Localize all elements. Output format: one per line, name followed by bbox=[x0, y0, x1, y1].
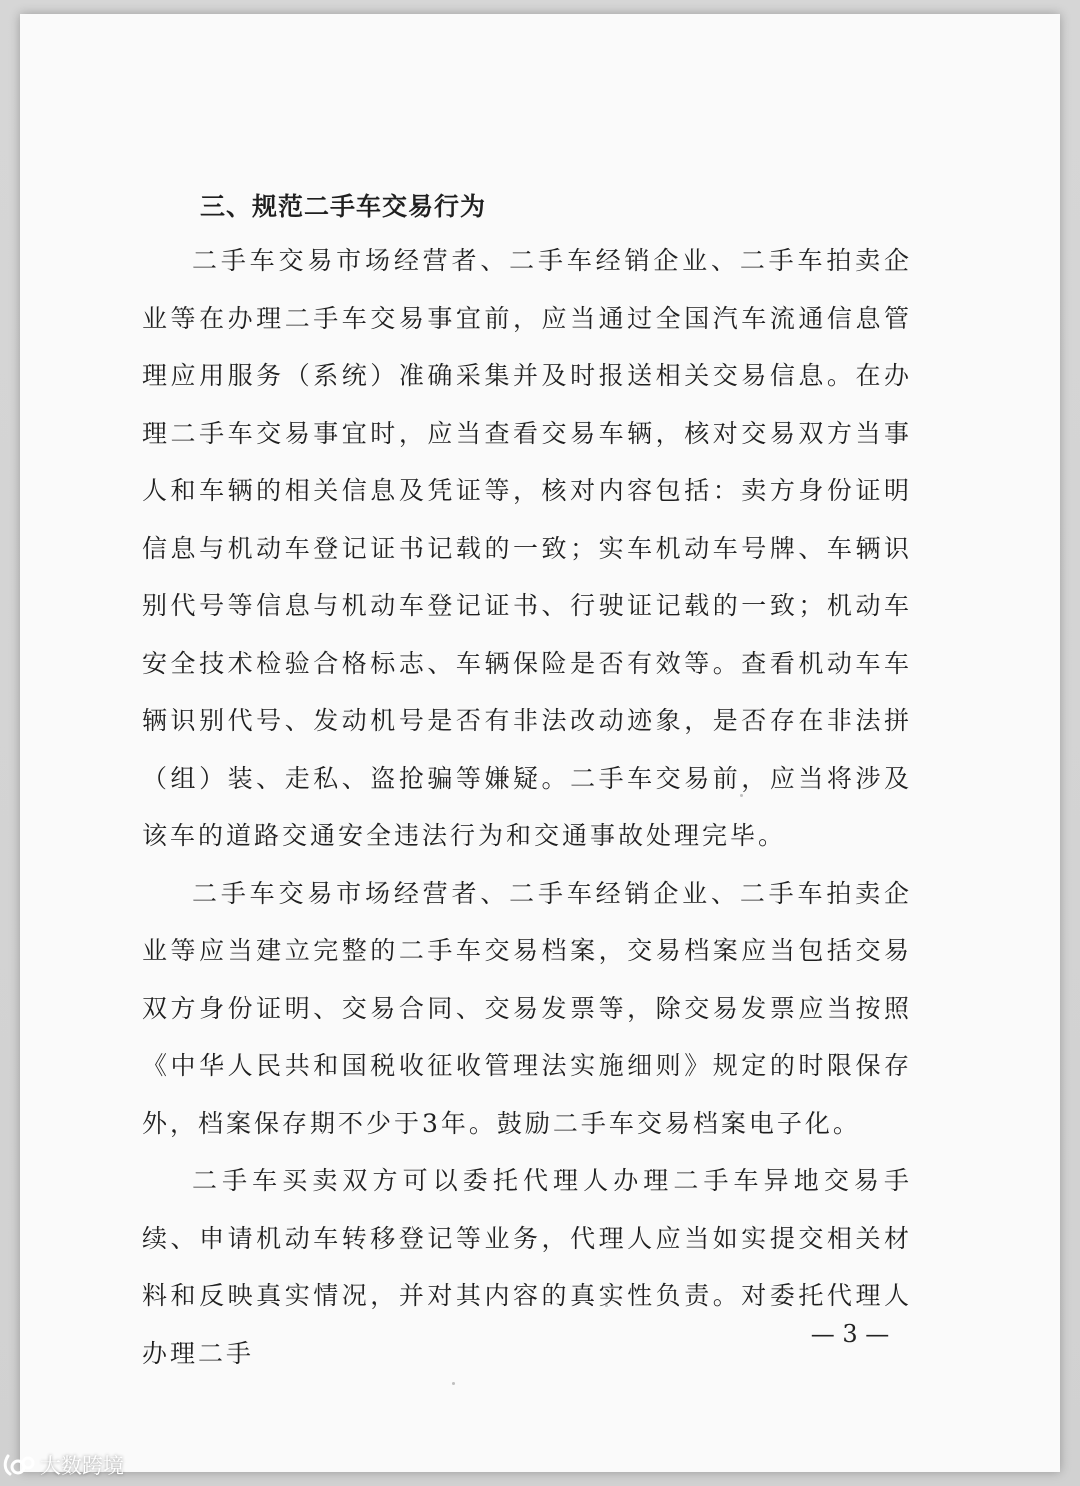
watermark bbox=[2, 1450, 124, 1480]
document-body bbox=[142, 182, 912, 1382]
paragraph-trading-archives: 二手车交易市场经营者、二手车经销企业、二手车拍卖企业等应当建立完整的二手车交易档案，交易档案应当包括交易双方身份证明、交易合同、交易发票等，除交易发票应当按照《中华人民共和国税收征收管理法实施细则》规定的时限保存外，档案保存期不少于3年。鼓励二手车交易档案电子化。 bbox=[142, 878, 912, 1138]
daxue-logo-icon bbox=[2, 1452, 36, 1478]
section-heading: 三、规范二手车交易行为 bbox=[200, 192, 487, 221]
paragraph-trading-procedure: 二手车交易市场经营者、二手车经销企业、二手车拍卖企业等在办理二手车交易事宜前，应当通过全国汽车流通信息管理应用服务（系统）准确采集并及时报送相关交易信息。在办理二手车交易事宜时，应当查看交易车辆，核对交易双方当事人和车辆的相关信息及凭证等，核对内容包括：卖方身份证明信息与机动车登记证书记载的一致；实车机动车号牌、车辆识别代号等信息与机动车登记证书、行驶证记载的一致；机动车安全技术检验合格标志、车辆保险是否有效等。查看机动车车辆识别代号、发动机号是否有非法改动迹象，是否存在非法拼（组）装、走私、盗抢骗等嫌疑。二手车交易前，应当将涉及该车的道路交通安全违法行为和交通事故处理完毕。 bbox=[142, 246, 912, 850]
page-number: — 3 — bbox=[810, 1320, 890, 1348]
paragraph-agent-delegation: 二手车买卖双方可以委托代理人办理二手车异地交易手续、申请机动车转移登记等业务，代理人应当如实提交相关材料和反映真实情况，并对其内容的真实性负责。对委托代理人办理二手 bbox=[142, 1166, 912, 1368]
watermark-text: 大数跨境 bbox=[40, 1454, 124, 1478]
paper-speck bbox=[452, 1382, 455, 1385]
